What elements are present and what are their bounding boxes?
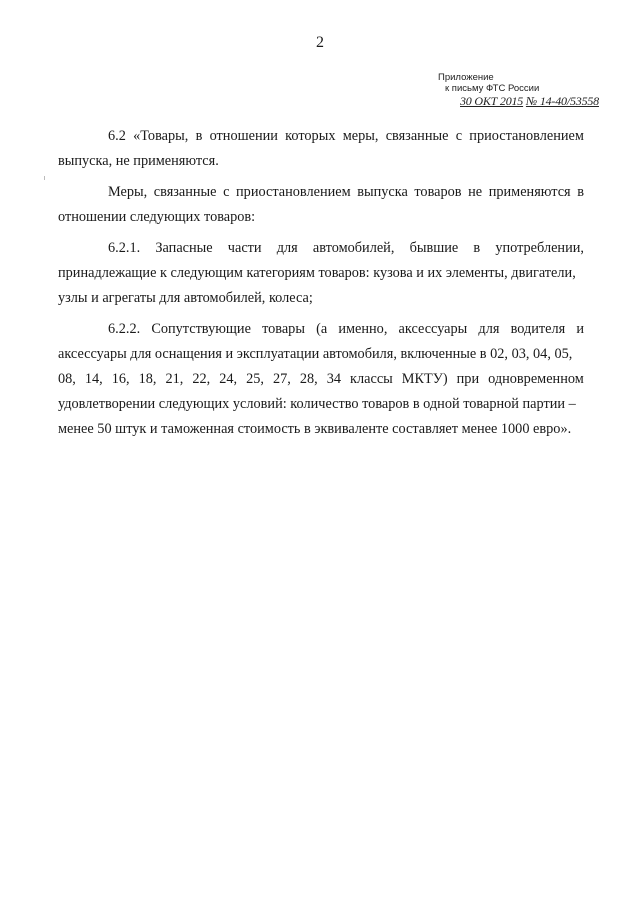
word: с: [223, 184, 230, 200]
margin-mark: [44, 176, 45, 180]
word: бывшие: [409, 240, 459, 256]
paragraph-line: [108, 124, 584, 149]
paragraph-6-2: [58, 124, 584, 174]
word: отношении: [209, 128, 278, 144]
paragraph-line: [58, 367, 584, 392]
word: 25,: [246, 371, 264, 387]
paragraph-measures: [58, 180, 584, 230]
attachment-stamp: [438, 72, 628, 107]
word: которых: [285, 128, 336, 144]
word: связанные: [385, 128, 449, 144]
paragraph-line: аксессуары для оснащения и эксплуатации автомобиля, включенные в 02, 03, 04, 05,: [58, 346, 573, 362]
word: связанные: [153, 184, 217, 200]
word: аксессуары: [398, 321, 468, 337]
word: 27,: [273, 371, 291, 387]
paragraph-line: удовлетворении следующих условий: количество товаров в одной товарной партии –: [58, 396, 576, 412]
word: и: [576, 321, 584, 337]
word: 14,: [84, 371, 103, 387]
word: 24,: [219, 371, 238, 387]
word: 08,: [58, 371, 76, 387]
paragraph-line: выпуска, не применяются.: [58, 153, 219, 169]
word: 18,: [138, 371, 157, 387]
paragraph-line: отношении следующих товаров:: [58, 209, 256, 225]
word: 21,: [165, 371, 184, 387]
paragraph-6-2-2: [58, 317, 584, 442]
word: приостановлением: [469, 128, 584, 144]
paragraph-line: [108, 180, 584, 205]
word: одновременном: [488, 371, 584, 387]
word: 6.2: [108, 128, 126, 144]
word: части: [227, 240, 262, 256]
word: не: [468, 184, 483, 200]
word: для: [478, 321, 500, 337]
word: МКТУ): [401, 371, 448, 387]
word: классы: [350, 371, 393, 387]
paragraph-line: [108, 236, 584, 261]
word: 28,: [299, 371, 318, 387]
stamp-date: 30 ОКТ 2015: [460, 94, 524, 108]
word: в: [473, 240, 481, 256]
word: товаров: [414, 184, 462, 200]
word: Сопутствующие: [151, 321, 251, 337]
stamp-line-letter: к письму ФТС России: [445, 83, 540, 94]
word: 16,: [111, 371, 130, 387]
word: 6.2.2.: [108, 321, 141, 337]
word: приостановлением: [236, 184, 351, 200]
word: (а: [316, 321, 328, 337]
paragraph-line: менее 50 штук и таможенная стоимость в эквиваленте составляет менее 1000 евро».: [58, 421, 572, 437]
word: Меры,: [108, 184, 148, 200]
word: меры,: [342, 128, 379, 144]
word: для: [276, 240, 298, 256]
document-body: [58, 124, 584, 448]
paragraph-6-2-1: [58, 236, 584, 311]
word: применяются: [488, 184, 571, 200]
word: употреблении,: [495, 240, 584, 256]
word: выпуска: [357, 184, 408, 200]
word: «Товары,: [133, 128, 189, 144]
paragraph-line: [108, 317, 584, 342]
stamp-line-date-number: [460, 96, 628, 107]
word: с: [455, 128, 463, 144]
word: 34: [326, 371, 342, 387]
word: 22,: [192, 371, 211, 387]
word: 6.2.1.: [108, 240, 141, 256]
stamp-line-attachment: Приложение: [438, 72, 494, 83]
word: при: [456, 371, 480, 387]
paragraph-line: узлы и агрегаты для автомобилей, колеса;: [58, 290, 313, 306]
word: Запасные: [155, 240, 213, 256]
stamp-number: № 14-40/53558: [525, 94, 599, 108]
word: товары: [262, 321, 305, 337]
word: водителя: [510, 321, 566, 337]
word: именно,: [338, 321, 388, 337]
paragraph-line: принадлежащие к следующим категориям товаров: кузова и их элементы, двигатели,: [58, 265, 576, 281]
word: в: [195, 128, 203, 144]
word: автомобилей,: [312, 240, 395, 256]
page-number: 2: [316, 34, 324, 51]
word: в: [577, 184, 584, 200]
